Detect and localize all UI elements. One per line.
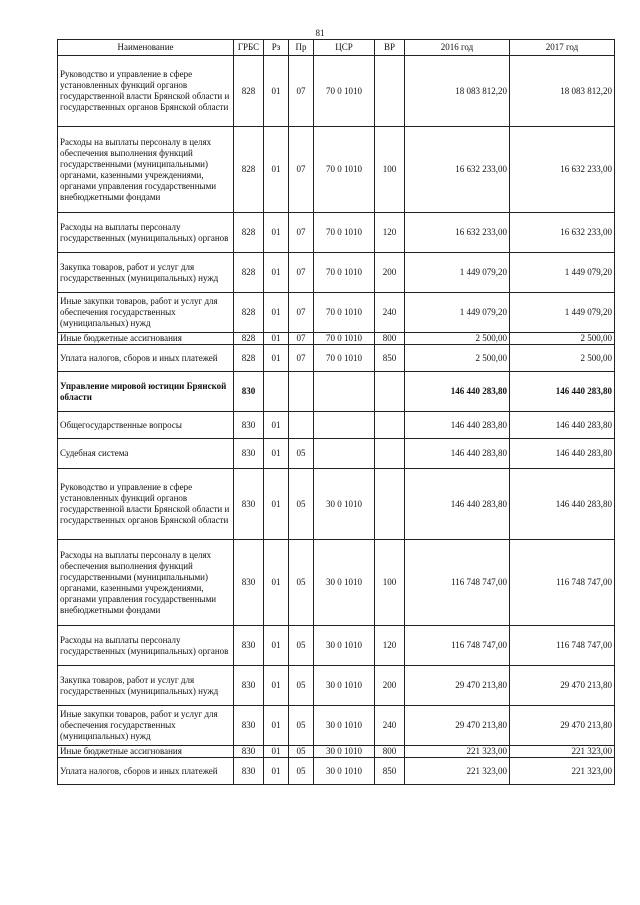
- cell-vr: [375, 372, 405, 412]
- cell-grbs: 828: [234, 213, 264, 253]
- cell-y2017: 116 748 747,00: [510, 626, 615, 666]
- table-row: [58, 746, 615, 758]
- header-rz: Рз: [264, 40, 289, 56]
- cell-vr: 120: [375, 626, 405, 666]
- cell-csr: 30 0 1010: [314, 666, 375, 706]
- cell-name: Расходы на выплаты персоналу государственных (муниципальных) органов: [58, 626, 234, 666]
- header-name: Наименование: [58, 40, 234, 56]
- cell-csr: 70 0 1010: [314, 253, 375, 293]
- cell-rz: [264, 372, 289, 412]
- cell-csr: [314, 439, 375, 469]
- cell-y2016: 146 440 283,80: [405, 372, 510, 412]
- table-row: [58, 372, 615, 412]
- cell-grbs: 830: [234, 372, 264, 412]
- cell-csr: 70 0 1010: [314, 213, 375, 253]
- cell-y2017: 116 748 747,00: [510, 540, 615, 626]
- cell-name: Иные закупки товаров, работ и услуг для обеспечения государственных (муниципальных) нужд: [58, 706, 234, 746]
- header-2017: 2017 год: [510, 40, 615, 56]
- cell-y2016: 2 500,00: [405, 333, 510, 345]
- header-2016: 2016 год: [405, 40, 510, 56]
- cell-y2016: 116 748 747,00: [405, 540, 510, 626]
- cell-pr: 07: [289, 345, 314, 372]
- cell-vr: [375, 439, 405, 469]
- cell-csr: 30 0 1010: [314, 469, 375, 540]
- cell-rz: 01: [264, 469, 289, 540]
- cell-y2017: 16 632 233,00: [510, 127, 615, 213]
- cell-vr: 120: [375, 213, 405, 253]
- cell-grbs: 830: [234, 626, 264, 666]
- table-row: [58, 706, 615, 746]
- cell-grbs: 830: [234, 666, 264, 706]
- cell-vr: [375, 469, 405, 540]
- cell-y2016: 16 632 233,00: [405, 213, 510, 253]
- cell-grbs: 830: [234, 412, 264, 439]
- cell-pr: 05: [289, 758, 314, 785]
- table-row: [58, 412, 615, 439]
- cell-grbs: 830: [234, 758, 264, 785]
- cell-vr: 800: [375, 333, 405, 345]
- cell-pr: [289, 412, 314, 439]
- table-row: [58, 293, 615, 333]
- cell-grbs: 828: [234, 253, 264, 293]
- header-pr: Пр: [289, 40, 314, 56]
- table-row: [58, 439, 615, 469]
- cell-vr: [375, 412, 405, 439]
- table-row: [58, 626, 615, 666]
- table-row: [58, 540, 615, 626]
- cell-name: Расходы на выплаты персоналу в целях обеспечения выполнения функций государственными (муниципальными) органами, казенными учреждениями, органами управления государственными внебюджетными фондами: [58, 127, 234, 213]
- cell-pr: 05: [289, 469, 314, 540]
- cell-y2016: 221 323,00: [405, 758, 510, 785]
- cell-y2016: 1 449 079,20: [405, 293, 510, 333]
- cell-pr: 05: [289, 746, 314, 758]
- header-csr: ЦСР: [314, 40, 375, 56]
- table-row: [58, 345, 615, 372]
- cell-name: Руководство и управление в сфере установленных функций органов государственной власти Брянской области и государственных органов Брянской области: [58, 469, 234, 540]
- cell-rz: 01: [264, 333, 289, 345]
- cell-csr: 70 0 1010: [314, 127, 375, 213]
- cell-y2017: 146 440 283,80: [510, 469, 615, 540]
- cell-rz: 01: [264, 746, 289, 758]
- cell-name: Закупка товаров, работ и услуг для государственных (муниципальных) нужд: [58, 666, 234, 706]
- cell-name: Уплата налогов, сборов и иных платежей: [58, 758, 234, 785]
- cell-grbs: 828: [234, 127, 264, 213]
- cell-csr: 30 0 1010: [314, 746, 375, 758]
- cell-pr: 07: [289, 253, 314, 293]
- cell-y2017: 1 449 079,20: [510, 253, 615, 293]
- cell-pr: [289, 372, 314, 412]
- cell-y2017: 2 500,00: [510, 333, 615, 345]
- cell-grbs: 830: [234, 746, 264, 758]
- cell-pr: 05: [289, 706, 314, 746]
- cell-y2016: 2 500,00: [405, 345, 510, 372]
- cell-pr: 07: [289, 127, 314, 213]
- cell-name: Закупка товаров, работ и услуг для государственных (муниципальных) нужд: [58, 253, 234, 293]
- cell-pr: 07: [289, 293, 314, 333]
- table-row: [58, 56, 615, 127]
- cell-csr: [314, 412, 375, 439]
- cell-grbs: 828: [234, 333, 264, 345]
- table-row: [58, 253, 615, 293]
- cell-rz: 01: [264, 758, 289, 785]
- cell-y2017: 146 440 283,80: [510, 372, 615, 412]
- page-number: 81: [315, 28, 325, 38]
- table-row: [58, 758, 615, 785]
- cell-y2017: 146 440 283,80: [510, 412, 615, 439]
- cell-pr: 07: [289, 213, 314, 253]
- cell-y2016: 146 440 283,80: [405, 469, 510, 540]
- cell-rz: 01: [264, 412, 289, 439]
- cell-y2017: 221 323,00: [510, 758, 615, 785]
- cell-grbs: 828: [234, 56, 264, 127]
- budget-table: [57, 39, 615, 785]
- cell-rz: 01: [264, 439, 289, 469]
- cell-rz: 01: [264, 253, 289, 293]
- cell-y2016: 221 323,00: [405, 746, 510, 758]
- cell-vr: 240: [375, 293, 405, 333]
- header-grbs: ГРБС: [234, 40, 264, 56]
- cell-pr: 05: [289, 439, 314, 469]
- cell-grbs: 830: [234, 469, 264, 540]
- cell-rz: 01: [264, 666, 289, 706]
- cell-name: Судебная система: [58, 439, 234, 469]
- cell-vr: 240: [375, 706, 405, 746]
- cell-pr: 05: [289, 540, 314, 626]
- cell-name: Иные бюджетные ассигнования: [58, 333, 234, 345]
- cell-y2017: 221 323,00: [510, 746, 615, 758]
- cell-name: Иные закупки товаров, работ и услуг для обеспечения государственных (муниципальных) нужд: [58, 293, 234, 333]
- cell-y2016: 146 440 283,80: [405, 412, 510, 439]
- cell-pr: 07: [289, 333, 314, 345]
- cell-y2017: 16 632 233,00: [510, 213, 615, 253]
- cell-vr: 100: [375, 127, 405, 213]
- cell-name: Расходы на выплаты персоналу государственных (муниципальных) органов: [58, 213, 234, 253]
- cell-vr: 100: [375, 540, 405, 626]
- cell-vr: 200: [375, 253, 405, 293]
- cell-y2016: 16 632 233,00: [405, 127, 510, 213]
- cell-name: Руководство и управление в сфере установленных функций органов государственной власти Брянской области и государственных органов Брянской области: [58, 56, 234, 127]
- cell-y2017: 18 083 812,20: [510, 56, 615, 127]
- cell-grbs: 828: [234, 345, 264, 372]
- cell-vr: 850: [375, 345, 405, 372]
- cell-grbs: 830: [234, 439, 264, 469]
- cell-csr: 30 0 1010: [314, 626, 375, 666]
- table-row: [58, 333, 615, 345]
- cell-y2016: 146 440 283,80: [405, 439, 510, 469]
- cell-rz: 01: [264, 626, 289, 666]
- cell-csr: 70 0 1010: [314, 56, 375, 127]
- cell-rz: 01: [264, 293, 289, 333]
- cell-y2017: 146 440 283,80: [510, 439, 615, 469]
- table-row: [58, 469, 615, 540]
- cell-y2016: 29 470 213,80: [405, 666, 510, 706]
- cell-rz: 01: [264, 56, 289, 127]
- cell-rz: 01: [264, 706, 289, 746]
- cell-name: Управление мировой юстиции Брянской области: [58, 372, 234, 412]
- cell-y2016: 18 083 812,20: [405, 56, 510, 127]
- cell-y2016: 29 470 213,80: [405, 706, 510, 746]
- cell-rz: 01: [264, 127, 289, 213]
- cell-pr: 07: [289, 56, 314, 127]
- cell-grbs: 830: [234, 706, 264, 746]
- table-header-row: [58, 40, 615, 56]
- cell-y2017: 1 449 079,20: [510, 293, 615, 333]
- cell-csr: 70 0 1010: [314, 293, 375, 333]
- cell-rz: 01: [264, 213, 289, 253]
- cell-y2016: 1 449 079,20: [405, 253, 510, 293]
- cell-y2017: 2 500,00: [510, 345, 615, 372]
- cell-y2017: 29 470 213,80: [510, 666, 615, 706]
- table-row: [58, 213, 615, 253]
- cell-y2016: 116 748 747,00: [405, 626, 510, 666]
- cell-name: Уплата налогов, сборов и иных платежей: [58, 345, 234, 372]
- cell-rz: 01: [264, 540, 289, 626]
- table-row: [58, 666, 615, 706]
- cell-vr: 200: [375, 666, 405, 706]
- cell-vr: 800: [375, 746, 405, 758]
- cell-csr: 30 0 1010: [314, 540, 375, 626]
- cell-rz: 01: [264, 345, 289, 372]
- cell-grbs: 830: [234, 540, 264, 626]
- cell-vr: 850: [375, 758, 405, 785]
- cell-csr: 70 0 1010: [314, 333, 375, 345]
- cell-csr: 70 0 1010: [314, 345, 375, 372]
- cell-pr: 05: [289, 626, 314, 666]
- cell-csr: 30 0 1010: [314, 758, 375, 785]
- cell-csr: [314, 372, 375, 412]
- cell-name: Иные бюджетные ассигнования: [58, 746, 234, 758]
- cell-grbs: 828: [234, 293, 264, 333]
- cell-y2017: 29 470 213,80: [510, 706, 615, 746]
- cell-csr: 30 0 1010: [314, 706, 375, 746]
- cell-vr: [375, 56, 405, 127]
- cell-name: Общегосударственные вопросы: [58, 412, 234, 439]
- cell-pr: 05: [289, 666, 314, 706]
- table-row: [58, 127, 615, 213]
- cell-name: Расходы на выплаты персоналу в целях обеспечения выполнения функций государственными (муниципальными) органами, казенными учреждениями, органами управления государственными внебюджетными фондами: [58, 540, 234, 626]
- header-vr: ВР: [375, 40, 405, 56]
